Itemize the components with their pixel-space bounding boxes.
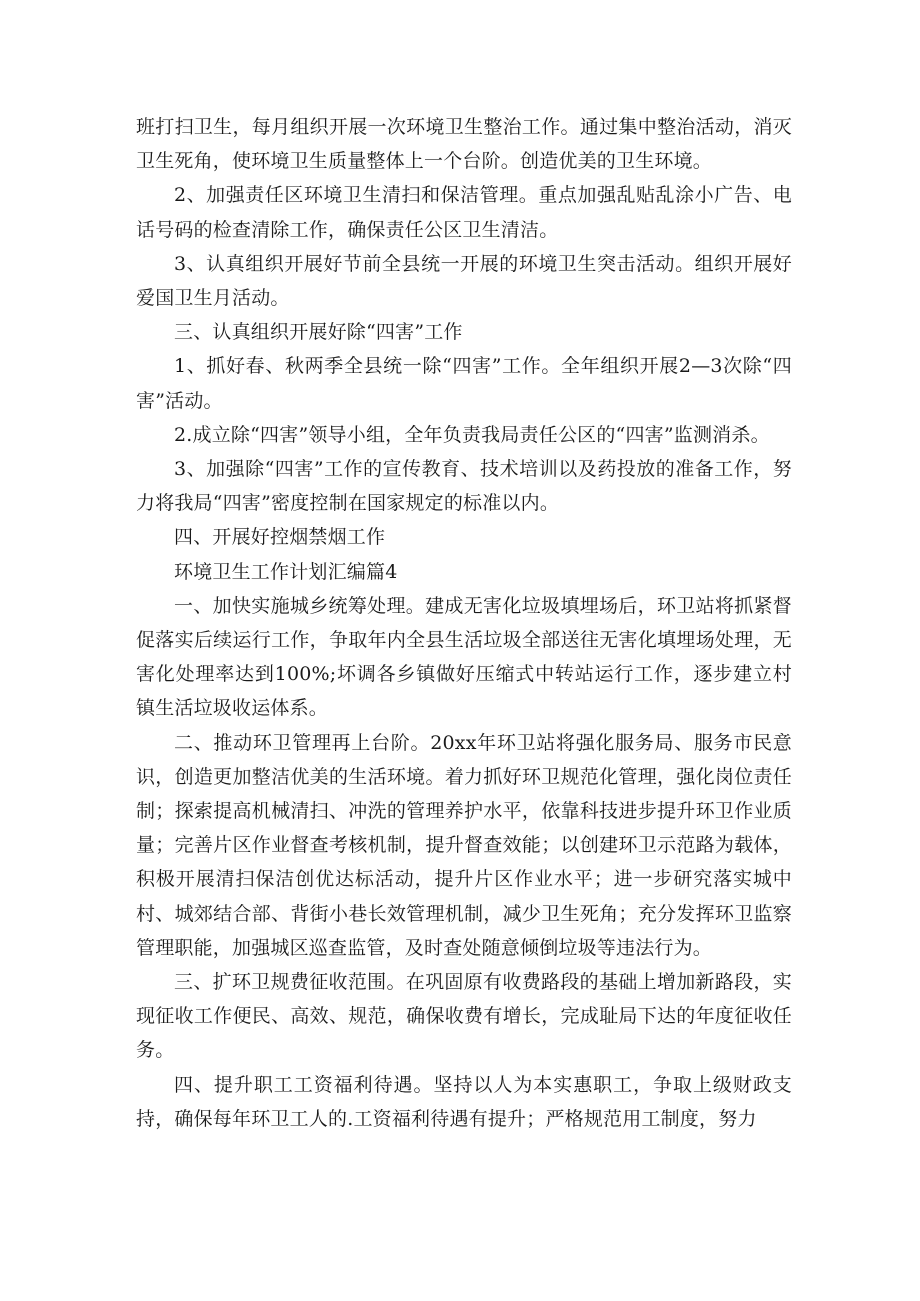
paragraph-item: 二、推动环卫管理再上台阶。20xx年环卫站将强化服务局、服务市民意识，创造更加整洁优美的生活环境。着力抓好环卫规范化管理，强化岗位责任制；探索提高机械清扫、冲洗的管理养护水平，依靠科技进步提升环卫作业质量；完善片区作业督查考核机制，提升督查效能；以创建环卫示范路为载体，积极开展清扫保洁创优达标活动，提升片区作业水平；进一步研究落实城中村、城郊结合部、背街小巷长效管理机制，减少卫生死角；充分发挥环卫监察管理职能，加强城区巡查监管，及时查处随意倾倒垃圾等违法行为。	[136, 731, 792, 959]
paragraph-item: 3、认真组织开展好节前全县统一开展的环境卫生突击活动。组织开展好爱国卫生月活动。	[136, 252, 792, 310]
paragraph-item: 2.成立除“四害”领导小组，全年负责我局责任公区的“四害”监测消杀。	[174, 423, 770, 446]
paragraph-item: 2、加强责任区环境卫生清扫和保洁管理。重点加强乱贴乱涂小广告、电话号码的检查清除工作，确保责任公区卫生清洁。	[136, 184, 792, 241]
paragraph-item: 1、抓好春、秋两季全县统一除“四害”工作。全年组织开展2—3次除“四害”活动。	[136, 355, 792, 412]
paragraph-item: 四、提升职工工资福利待遇。坚持以人为本实惠职工，争取上级财政支持，确保每年环卫工人的.工资福利待遇有提升；严格规范用工制度，努力	[136, 1073, 792, 1130]
paragraph-continuation: 班打扫卫生，每月组织开展一次环境卫生整治工作。通过集中整治活动，消灭卫生死角，使环境卫生质量整体上一个台阶。创造优美的卫生环境。	[136, 116, 792, 173]
section-heading: 三、认真组织开展好除“四害”工作	[174, 321, 463, 344]
document-body	[136, 110, 792, 1136]
paragraph-item: 3、加强除“四害”工作的宣传教育、技术培训以及药投放的准备工作，努力将我局“四害”密度控制在国家规定的标准以内。	[136, 458, 792, 515]
section-heading: 四、开展好控烟禁烟工作	[174, 526, 386, 549]
paragraph-item: 三、扩环卫规费征收范围。在巩固原有收费路段的基础上增加新路段，实现征收工作便民、高效、规范，确保收费有增长，完成耻局下达的年度征收任务。	[136, 971, 792, 1062]
article-title: 环境卫生工作计划汇编篇4	[174, 560, 398, 583]
paragraph-item: 一、加快实施城乡统筹处理。建成无害化垃圾填埋场后，环卫站将抓紧督促落实后续运行工作，争取年内全县生活垃圾全部送往无害化填埋场处理，无害化处理率达到100%;坏调各乡镇做好压缩式中转站运行工作，逐步建立村镇生活垃圾收运体系。	[136, 594, 792, 720]
